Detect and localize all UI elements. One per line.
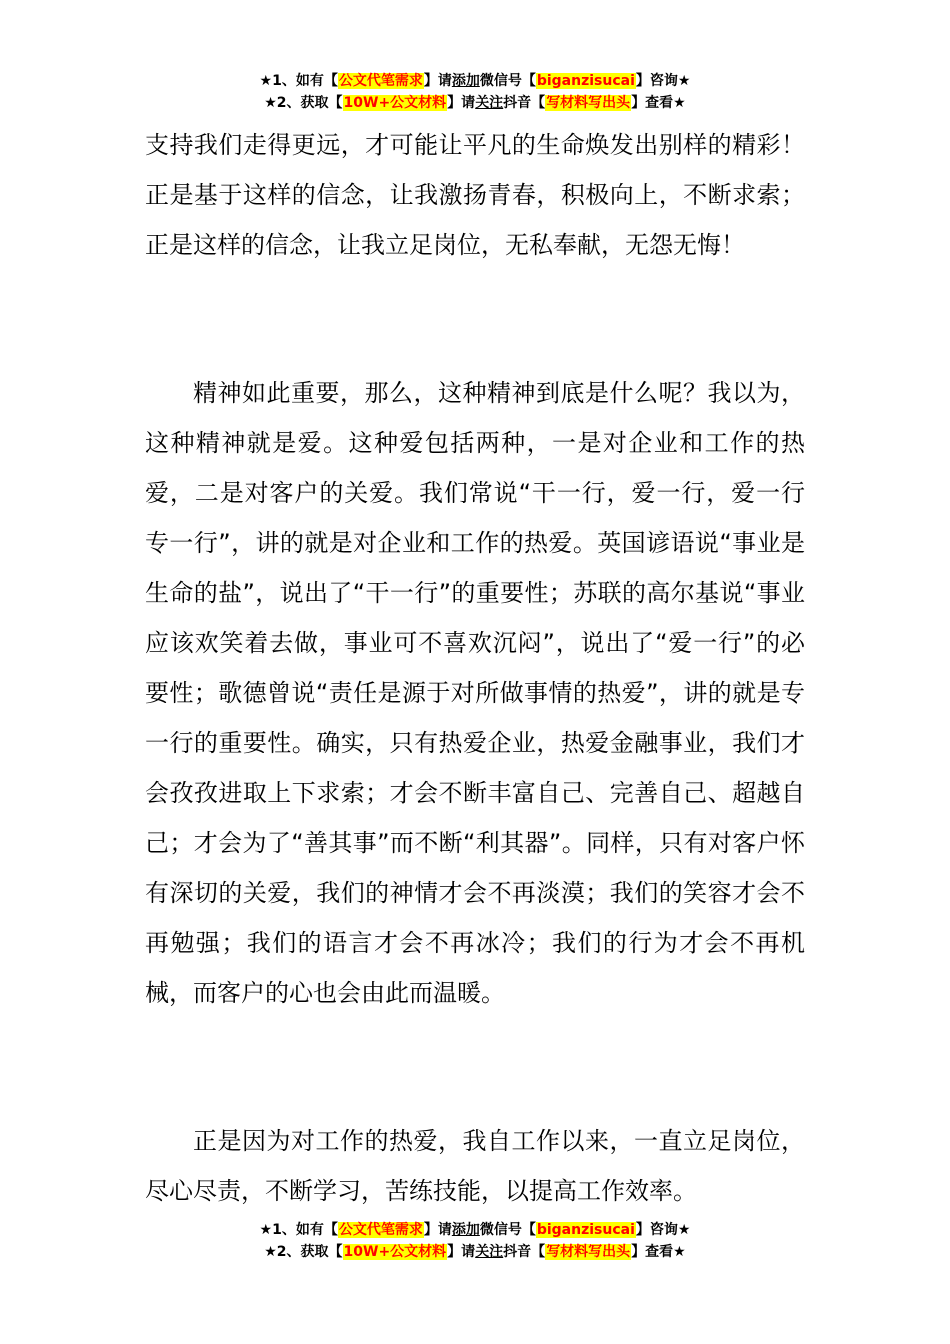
banner-underline: 添加 (451, 1222, 480, 1238)
paragraph-2: 精神如此重要，那么，这种精神到底是什么呢？我以为，这种精神就是爱。这种爱包括两种，一是对企业和工作的热爱，二是对客户的关爱。我们常说“干一行，爱一行，爱一行专一行”，讲的就是对企业和工作的热爱。英国谚语说“事业是生命的盐”，说出了“干一行”的重要性；苏联的高尔基说“事业应该欢笑着去做，事业可不喜欢沉闷”，说出了“爱一行”的必要性；歌德曾说“责任是源于对所做事情的热爱”，讲的就是专一行的重要性。确实，只有热爱企业，热爱金融事业，我们才会孜孜进取上下求索；才会不断丰富自己、完善自己、超越自己；才会为了“善其事”而不断“利其器”。同样，只有对客户怀有深切的关爱，我们的神情才会不再淡漠；我们的笑容才会不再勉强；我们的语言才会不再冰冷；我们的行为才会不再机械，而客户的心也会由此而温暖。 (145, 379, 805, 1007)
banner-text: 抖音【 (503, 1244, 546, 1260)
banner-text: 微信号【 (479, 73, 536, 89)
banner-underline: 关注 (475, 95, 504, 111)
paragraph-2-block (145, 368, 805, 1018)
paragraph-3: 正是因为对工作的热爱，我自工作以来，一直立足岗位，尽心尽责，不断学习，苦练技能，以提高工作效率。 (145, 1127, 805, 1205)
banner-text: 抖音【 (503, 95, 546, 111)
banner-highlight: 公文代笔需求 (338, 1222, 423, 1238)
banner-highlight: 公文代笔需求 (338, 73, 423, 89)
banner-text: ★1、如有【 (259, 1222, 338, 1238)
banner-wechat-id: biganzisucai (536, 73, 635, 89)
banner-text: 】请 (423, 73, 452, 89)
banner-highlight: 10W+公文材料 (343, 1244, 447, 1260)
banner-underline: 关注 (475, 1244, 504, 1260)
banner-line-1 (0, 70, 950, 92)
banner-wechat-id: biganzisucai (536, 1222, 635, 1238)
banner-text: ★1、如有【 (259, 73, 338, 89)
banner-text: ★2、获取【 (264, 95, 343, 111)
banner-douyin-id: 写材料写出头 (546, 95, 631, 111)
banner-douyin-id: 写材料写出头 (546, 1244, 631, 1260)
banner-text: 】查看★ (631, 1244, 686, 1260)
paragraph-1: 支持我们走得更远，才可能让平凡的生命焕发出别样的精彩！正是基于这样的信念，让我激扬青春，积极向上，不断求索；正是这样的信念，让我立足岗位，无私奉献，无怨无悔！ (145, 131, 805, 259)
banner-text: 】请 (423, 1222, 452, 1238)
paragraph-1-block (145, 120, 805, 270)
header-banner (0, 70, 950, 114)
banner-underline: 添加 (451, 73, 480, 89)
banner-text: 】请 (447, 1244, 476, 1260)
banner-text: 】查看★ (631, 95, 686, 111)
banner-line-2 (0, 92, 950, 114)
banner-line-2 (0, 1241, 950, 1263)
banner-text: 】咨询★ (635, 1222, 691, 1238)
footer-banner (0, 1219, 950, 1263)
banner-text: 】请 (447, 95, 476, 111)
banner-line-1 (0, 1219, 950, 1241)
banner-text: 】咨询★ (635, 73, 691, 89)
banner-text: 微信号【 (479, 1222, 536, 1238)
banner-highlight: 10W+公文材料 (343, 95, 447, 111)
banner-text: ★2、获取【 (264, 1244, 343, 1260)
paragraph-3-block (145, 1116, 805, 1216)
